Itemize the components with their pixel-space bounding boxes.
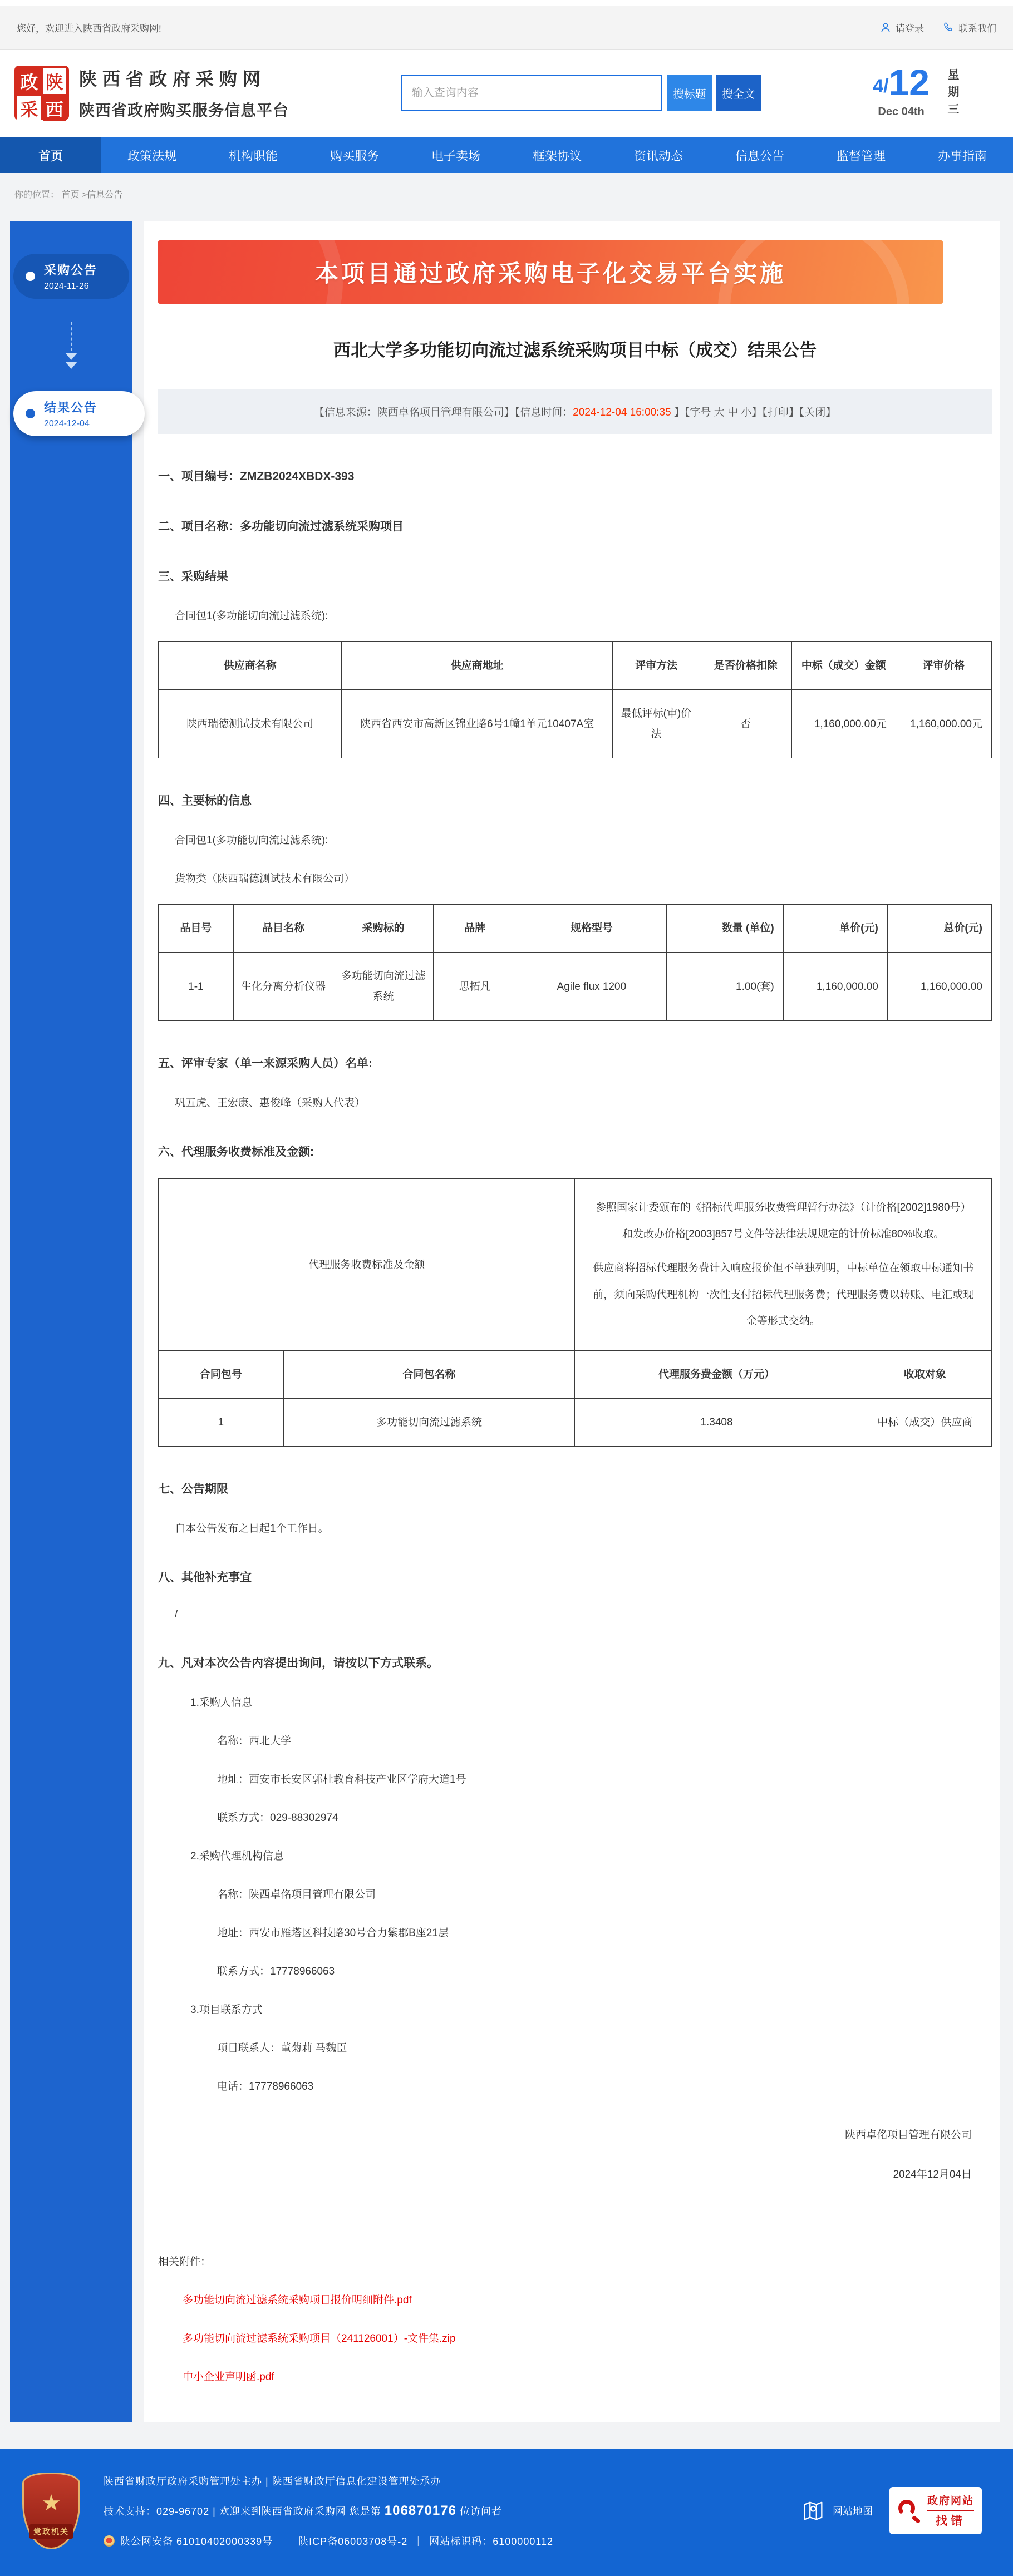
table-header-row	[159, 642, 992, 690]
column-header: 品牌	[433, 905, 517, 953]
date-widget	[873, 61, 994, 120]
footer-right	[800, 2487, 982, 2534]
column-header: 供应商名称	[159, 642, 342, 690]
column-header: 数量 (单位)	[667, 905, 784, 953]
nav-item-home[interactable]: 首页	[0, 137, 101, 173]
nav-item-announcements[interactable]: 信息公告	[735, 149, 784, 163]
price-deduction-cell: 否	[700, 690, 792, 758]
police-badge-icon	[104, 2535, 115, 2547]
fee-amount-cell: 1.3408	[575, 1398, 858, 1446]
section-3-heading: 三、采购结果	[158, 570, 228, 583]
timeline-sidebar	[10, 221, 132, 2422]
badge-label: 党政机关	[29, 2524, 73, 2539]
sidebar-item-title: 采购公告	[44, 263, 98, 277]
party-government-badge	[22, 2473, 80, 2549]
contact-group-title: 3.项目联系方式	[190, 2003, 263, 2016]
error-card-line2: 找错	[927, 2510, 974, 2529]
contact-line: 项目联系人：董菊莉 马魏臣	[217, 2042, 347, 2054]
star-icon: ★	[41, 2490, 61, 2515]
attachments-title: 相关附件：	[158, 2256, 212, 2268]
search-bar	[401, 75, 761, 111]
fee-text-paragraph: 参照国家计委颁布的《招标代理服务收费管理暂行办法》（计价格[2002]1980号）和发改办价格[2003]857号文件等法律法规规定的计价标准80%收取。	[595, 1202, 971, 1240]
site-footer	[0, 2449, 1013, 2576]
nav-item-functions[interactable]: 机构职能	[228, 149, 278, 163]
column-header: 采购标的	[333, 905, 434, 953]
login-link[interactable]	[880, 21, 924, 34]
site-subtitle: 陕西省政府购买服务信息平台	[79, 102, 289, 119]
police-registration[interactable]: 陕公网安备 61010402000339号	[120, 2535, 273, 2547]
main-background	[0, 173, 1013, 2449]
breadcrumb-label: 你的位置：	[14, 190, 60, 200]
print-button[interactable]: 【打印】	[762, 407, 799, 418]
column-header: 评审方法	[612, 642, 700, 690]
contact-line: 名称：西北大学	[217, 1735, 292, 1747]
meta-time: 2024-12-04 16:00:35	[573, 407, 671, 418]
breadcrumb-separator: >	[81, 190, 87, 200]
nav-item-supervision[interactable]: 监督管理	[836, 149, 886, 163]
supplier-address-cell: 陕西省西安市高新区锦业路6号1幢1单元10407A室	[342, 690, 613, 758]
column-header: 供应商地址	[342, 642, 613, 690]
top-spacer	[0, 0, 1013, 6]
contact-line: 地址：西安市长安区郭杜教育科技产业区学府大道1号	[217, 1773, 466, 1785]
column-header: 收取对象	[858, 1350, 992, 1398]
breadcrumb	[0, 173, 1013, 214]
supplementary-line: /	[175, 1608, 178, 1620]
column-header: 总价(元)	[887, 905, 991, 953]
contact-line: 名称：陕西卓佲项目管理有限公司	[217, 1888, 376, 1901]
section-2-heading: 二、项目名称：多功能切向流过滤系统采购项目	[158, 520, 404, 533]
search-title-button[interactable]: 搜标题	[667, 75, 712, 111]
column-header: 单价(元)	[783, 905, 887, 953]
date-month: 4/	[873, 75, 889, 97]
section-8-heading: 八、其他补充事宜	[158, 1571, 252, 1584]
procurement-object-cell: 多功能切向流过滤系统	[333, 953, 434, 1021]
sidebar-item-result-notice[interactable]	[13, 391, 145, 436]
visitor-count: 106870176	[384, 2503, 456, 2518]
column-header: 合同包号	[159, 1350, 284, 1398]
signature-company: 陕西卓佲项目管理有限公司	[844, 2129, 972, 2141]
model-cell: Agile flux 1200	[517, 953, 666, 1021]
section-4-heading: 四、主要标的信息	[158, 794, 252, 808]
footer-support-line	[104, 2503, 784, 2519]
section-7-heading: 七、公告期限	[158, 1482, 228, 1496]
contact-line: 地址：西安市雁塔区科技路30号合力紫郡B座21层	[217, 1927, 449, 1939]
footer-support-suffix: 位访问者	[456, 2505, 502, 2517]
site-name: 陕西省政府采购网	[79, 69, 267, 89]
banner-text: 本项目通过政府采购电子化交易平台实施	[314, 260, 786, 287]
attachment-link-zip[interactable]: 多功能切向流过滤系统采购项目（241126001）-文件集.zip	[183, 2332, 456, 2345]
user-icon	[880, 22, 891, 33]
fee-standard-text-cell	[575, 1179, 992, 1351]
announcement-period-line: 自本公告发布之日起1个工作日。	[175, 1522, 329, 1534]
footer-divider: ｜	[413, 2535, 424, 2547]
article-meta-bar	[158, 389, 992, 434]
footer-registration-line	[104, 2534, 784, 2548]
sidebar-item-date: 2024-11-26	[44, 282, 89, 291]
goods-line: 货物类（陕西瑞德测试技术有限公司）	[175, 873, 355, 885]
section-5-heading: 五、评审专家（单一来源采购人员）名单:	[158, 1057, 372, 1070]
font-size-control[interactable]: 【字号 大 中 小】	[684, 407, 763, 418]
item-name-cell: 生化分离分析仪器	[233, 953, 333, 1021]
award-amount-cell: 1,160,000.00元	[791, 690, 896, 758]
nav-item-policies[interactable]: 政策法规	[127, 149, 176, 163]
timeline-dot	[26, 409, 35, 418]
contact-group-title: 2.采购代理机构信息	[190, 1850, 284, 1862]
date-day: 12	[888, 61, 930, 103]
column-header: 品目号	[159, 905, 234, 953]
date-english: Dec 04th	[878, 105, 925, 118]
experts-line: 巩五虎、王宏康、惠俊峰（采购人代表）	[175, 1097, 366, 1109]
sidebar-item-procurement-notice[interactable]	[13, 254, 129, 299]
logo-char: 西	[43, 96, 67, 121]
attachment-link-pdf[interactable]: 多功能切向流过滤系统采购项目报价明细附件.pdf	[183, 2294, 412, 2306]
package-name-cell: 多功能切向流过滤系统	[283, 1398, 575, 1446]
section-6-heading: 六、代理服务收费标准及金额:	[158, 1146, 314, 1159]
meta-close-bracket: 】	[671, 407, 685, 418]
quantity-cell: 1.00(套)	[667, 953, 784, 1021]
attachments	[158, 2253, 992, 2383]
table-row	[159, 953, 992, 1021]
review-price-cell: 1,160,000.00元	[896, 690, 991, 758]
search-fulltext-button[interactable]: 搜全文	[716, 75, 761, 111]
table-row	[159, 690, 992, 758]
page-title: 西北大学多功能切向流过滤系统采购项目中标（成交）结果公告	[333, 340, 817, 360]
timeline-dot	[26, 272, 35, 281]
table-header-row	[159, 1350, 992, 1398]
footer-organizer-line: 陕西省财政厅政府采购管理处主办 | 陕西省财政厅信息化建设管理处承办	[104, 2475, 441, 2487]
breadcrumb-home[interactable]: 首页	[61, 190, 80, 200]
e-trading-banner	[158, 240, 943, 304]
date-weekday: 星期三	[946, 68, 959, 120]
payer-cell: 中标（成交）供应商	[858, 1398, 992, 1446]
chevron-down-icon	[65, 362, 77, 369]
phone-icon	[943, 22, 954, 33]
item-number-cell: 1-1	[159, 953, 234, 1021]
contact-line: 联系方式：029-88302974	[217, 1812, 338, 1824]
package-line: 合同包1(多功能切向流过滤系统):	[175, 610, 328, 622]
package-number-cell: 1	[159, 1398, 284, 1446]
icp-registration[interactable]: 陕ICP备06003708号-2	[298, 2535, 408, 2547]
table-header-row	[159, 905, 992, 953]
timeline-arrow	[10, 322, 132, 369]
table-row	[159, 1398, 992, 1446]
column-header: 合同包名称	[283, 1350, 575, 1398]
logo-char: 采	[17, 96, 41, 121]
fee-text-paragraph: 供应商将招标代理服务费计入响应报价但不单独列明，中标单位在领取中标通知书前，须向采购代理机构一次性支付招标代理服务费；代理服务费以转账、电汇或现金等形式交纳。	[593, 1262, 974, 1328]
sitemap-label: 网站地图	[832, 2505, 873, 2517]
nav-item-e-market[interactable]: 电子卖场	[431, 149, 480, 163]
close-button[interactable]: 【关闭】	[799, 407, 837, 418]
logo-char: 陕	[43, 68, 67, 94]
attachment-link-declaration-pdf[interactable]: 中小企业声明函.pdf	[183, 2371, 274, 2383]
items-table	[158, 904, 992, 1021]
nav-item-framework[interactable]: 框架协议	[532, 149, 582, 163]
nav-item-guide[interactable]: 办事指南	[937, 149, 987, 163]
package-line: 合同包1(多功能切向流过滤系统):	[175, 835, 328, 847]
login-label: 请登录	[896, 23, 924, 34]
supplier-name-cell: 陕西瑞德测试技术有限公司	[159, 690, 342, 758]
signature-date: 2024年12月04日	[893, 2168, 972, 2180]
sidebar-item-date: 2024-12-04	[44, 419, 90, 428]
website-error-report-widget[interactable]	[889, 2487, 982, 2534]
article-panel	[144, 221, 1000, 2422]
section-9-heading: 九、凡对本次公告内容提出询问，请按以下方式联系。	[158, 1656, 439, 1670]
nav-item-news[interactable]: 资讯动态	[633, 149, 683, 163]
topbar	[0, 6, 1013, 50]
column-header: 品目名称	[233, 905, 333, 953]
logo-char: 政	[17, 68, 41, 94]
footer-support-prefix: 技术支持：029-96702 | 欢迎来到陕西省政府采购网 您是第	[104, 2505, 385, 2517]
error-card-line1: 政府网站	[927, 2495, 974, 2508]
nav-item-purchase-services[interactable]: 购买服务	[330, 149, 379, 163]
total-price-cell: 1,160,000.00	[887, 953, 991, 1021]
review-method-cell: 最低评标(审)价法	[612, 690, 700, 758]
site-code: 网站标识码：6100000112	[429, 2535, 554, 2547]
site-header	[0, 50, 1013, 137]
meta-source: 【信息来源：陕西卓佲项目管理有限公司】【信息时间：	[313, 407, 573, 418]
contact-us-label: 联系我们	[958, 23, 996, 34]
column-header: 中标（成交）金额	[791, 642, 896, 690]
contact-us-link[interactable]	[943, 21, 996, 34]
map-icon	[800, 2498, 826, 2524]
unit-price-cell: 1,160,000.00	[783, 953, 887, 1021]
brand-cell: 思拓凡	[433, 953, 517, 1021]
footer-text-block	[104, 2474, 784, 2548]
site-logo[interactable]	[14, 66, 69, 120]
signature-block	[158, 2126, 972, 2181]
column-header: 是否价格扣除	[700, 642, 792, 690]
main-nav	[0, 137, 1013, 173]
column-header: 代理服务费金额（万元）	[575, 1350, 858, 1398]
fee-standard-row	[159, 1179, 992, 1351]
contact-line: 联系方式：17778966063	[217, 1965, 335, 1977]
search-input[interactable]	[401, 75, 662, 111]
welcome-text: 您好，欢迎进入陕西省政府采购网!	[17, 23, 161, 34]
result-table	[158, 641, 992, 758]
breadcrumb-current[interactable]: 信息公告	[87, 190, 123, 200]
contact-group-title: 1.采购人信息	[190, 1696, 252, 1709]
agency-fee-table	[158, 1178, 992, 1447]
sitemap-link[interactable]	[800, 2498, 873, 2524]
brand	[14, 65, 289, 121]
column-header: 评审价格	[896, 642, 991, 690]
fee-standard-label-cell: 代理服务收费标准及金额	[159, 1179, 575, 1351]
error-finder-logo-icon	[897, 2499, 922, 2523]
chevron-down-icon	[65, 353, 77, 360]
contact-line: 电话：17778966063	[217, 2080, 314, 2093]
section-1-heading: 一、项目编号：ZMZB2024XBDX-393	[158, 470, 355, 483]
column-header: 规格型号	[517, 905, 666, 953]
sidebar-item-title: 结果公告	[44, 401, 98, 414]
